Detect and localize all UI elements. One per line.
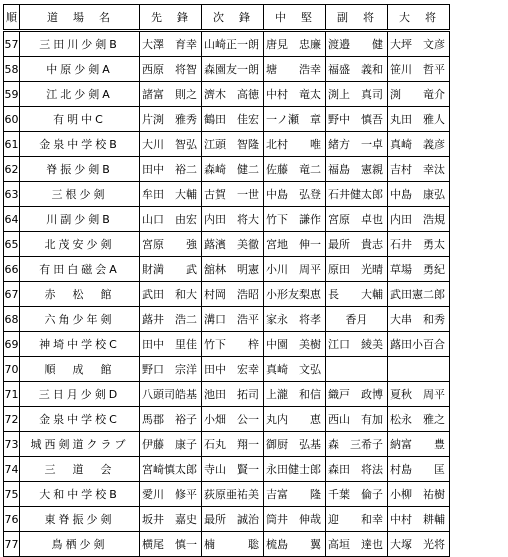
cell-dojo: 江北少剣A <box>20 82 140 107</box>
cell-fukusho: 高垣 達也 <box>326 532 388 557</box>
cell-senpo: 大川 智弘 <box>140 132 202 157</box>
cell-num: 68 <box>4 307 20 332</box>
cell-taisho: 丸田 雅人 <box>388 107 450 132</box>
cell-fukusho: 香月 <box>326 307 388 332</box>
cell-chuken: 中村 竜太 <box>264 82 326 107</box>
cell-jiho: 村岡 浩昭 <box>202 282 264 307</box>
cell-taisho: 村島 匡 <box>388 457 450 482</box>
cell-fukusho: 長 大輔 <box>326 282 388 307</box>
cell-num: 71 <box>4 382 20 407</box>
cell-senpo: 田中 裕二 <box>140 157 202 182</box>
cell-taisho: 石井 勇太 <box>388 232 450 257</box>
cell-jiho: 舘林 明憲 <box>202 257 264 282</box>
table-row <box>4 182 450 207</box>
table-row <box>4 482 450 507</box>
cell-dojo: 三根少剣 <box>20 182 140 207</box>
cell-fukusho: 森 三希子 <box>326 432 388 457</box>
header-chuken: 中 堅 <box>264 5 326 31</box>
cell-taisho: 中村 耕輔 <box>388 507 450 532</box>
cell-jiho: 森崎 健二 <box>202 157 264 182</box>
cell-taisho: 内田 浩規 <box>388 207 450 232</box>
cell-taisho: 笹川 哲平 <box>388 57 450 82</box>
cell-taisho: 大坪 文彦 <box>388 31 450 57</box>
cell-taisho: 渕 竜介 <box>388 82 450 107</box>
cell-dojo: 城西剣道クラブ <box>20 432 140 457</box>
cell-dojo: 三田川少剣B <box>20 31 140 57</box>
cell-jiho: 竹下 梓 <box>202 332 264 357</box>
cell-num: 62 <box>4 157 20 182</box>
cell-senpo: 財満 武 <box>140 257 202 282</box>
team-roster-table <box>3 4 450 557</box>
table-row <box>4 132 450 157</box>
cell-senpo: 八頭司皓基 <box>140 382 202 407</box>
cell-jiho: 江頭 智隆 <box>202 132 264 157</box>
table-row <box>4 432 450 457</box>
table-row <box>4 82 450 107</box>
cell-chuken: 佐藤 竜二 <box>264 157 326 182</box>
table-row <box>4 457 450 482</box>
cell-dojo: 順 成 館 <box>20 357 140 382</box>
cell-jiho: 楠 聡 <box>202 532 264 557</box>
cell-fukusho: 福盛 義和 <box>326 57 388 82</box>
cell-fukusho: 西山 有加 <box>326 407 388 432</box>
cell-dojo: 有明中C <box>20 107 140 132</box>
table-row <box>4 307 450 332</box>
cell-senpo: 武田 和大 <box>140 282 202 307</box>
cell-num: 69 <box>4 332 20 357</box>
header-jiho: 次 鋒 <box>202 5 264 31</box>
cell-chuken: 梳島 翼 <box>264 532 326 557</box>
cell-jiho: 最所 誠治 <box>202 507 264 532</box>
cell-num: 59 <box>4 82 20 107</box>
cell-dojo: 鳥栖少剣 <box>20 532 140 557</box>
table-row <box>4 257 450 282</box>
cell-num: 77 <box>4 532 20 557</box>
cell-senpo: 宮崎慎太郎 <box>140 457 202 482</box>
cell-chuken: 一ノ瀬 章 <box>264 107 326 132</box>
cell-jiho: 荻原亜祐美 <box>202 482 264 507</box>
cell-senpo: 横尾 慎一 <box>140 532 202 557</box>
cell-num: 72 <box>4 407 20 432</box>
cell-num: 60 <box>4 107 20 132</box>
cell-senpo: 馬郡 裕子 <box>140 407 202 432</box>
cell-chuken: 丸内 恵 <box>264 407 326 432</box>
cell-chuken: 竹下 謙作 <box>264 207 326 232</box>
cell-jiho: 森園友一朗 <box>202 57 264 82</box>
cell-fukusho: 織戸 政博 <box>326 382 388 407</box>
cell-senpo: 蕗井 浩二 <box>140 307 202 332</box>
table-row <box>4 107 450 132</box>
cell-chuken: 中園 美樹 <box>264 332 326 357</box>
cell-senpo: 宮原 強 <box>140 232 202 257</box>
table-row <box>4 31 450 57</box>
cell-fukusho: 石井健太郎 <box>326 182 388 207</box>
cell-dojo: 北茂安少剣 <box>20 232 140 257</box>
cell-chuken: 御厨 弘基 <box>264 432 326 457</box>
cell-jiho: 溝口 浩平 <box>202 307 264 332</box>
cell-jiho: 石丸 翔一 <box>202 432 264 457</box>
cell-chuken: 真崎 文弘 <box>264 357 326 382</box>
table-row <box>4 232 450 257</box>
cell-dojo: 有田白磁会A <box>20 257 140 282</box>
table-row <box>4 207 450 232</box>
header-senpo: 先 鋒 <box>140 5 202 31</box>
header-num: 順 <box>4 5 20 31</box>
cell-chuken: 中島 弘登 <box>264 182 326 207</box>
cell-fukusho: 江口 綾美 <box>326 332 388 357</box>
cell-senpo: 山口 由宏 <box>140 207 202 232</box>
table-row <box>4 507 450 532</box>
cell-taisho: 大塚 光将 <box>388 532 450 557</box>
table-row <box>4 157 450 182</box>
cell-jiho: 池田 拓司 <box>202 382 264 407</box>
roster-table-container <box>3 4 450 557</box>
cell-taisho: 夏秋 周平 <box>388 382 450 407</box>
cell-jiho: 鶴田 佳宏 <box>202 107 264 132</box>
cell-fukusho: 渕上 真司 <box>326 82 388 107</box>
cell-senpo: 牟田 大輔 <box>140 182 202 207</box>
header-fukusho: 副 将 <box>326 5 388 31</box>
cell-taisho: 真崎 義彦 <box>388 132 450 157</box>
cell-chuken: 唐見 忠廉 <box>264 31 326 57</box>
cell-fukusho: 緒方 一卓 <box>326 132 388 157</box>
cell-num: 70 <box>4 357 20 382</box>
table-row <box>4 282 450 307</box>
cell-fukusho: 宮原 卓也 <box>326 207 388 232</box>
cell-jiho: 山崎正一朗 <box>202 31 264 57</box>
cell-num: 76 <box>4 507 20 532</box>
cell-num: 65 <box>4 232 20 257</box>
cell-fukusho: 野中 慎吾 <box>326 107 388 132</box>
cell-jiho: 田中 宏幸 <box>202 357 264 382</box>
cell-senpo: 田中 里佳 <box>140 332 202 357</box>
cell-dojo: 中原少剣A <box>20 57 140 82</box>
cell-jiho: 濟木 高徳 <box>202 82 264 107</box>
cell-senpo: 大澤 育幸 <box>140 31 202 57</box>
cell-jiho: 小畑 公一 <box>202 407 264 432</box>
cell-chuken: 筒井 伸哉 <box>264 507 326 532</box>
cell-chuken: 永田健士郎 <box>264 457 326 482</box>
cell-chuken: 小形友梨恵 <box>264 282 326 307</box>
cell-dojo: 六角少年剣 <box>20 307 140 332</box>
cell-dojo: 脊振少剣B <box>20 157 140 182</box>
cell-num: 75 <box>4 482 20 507</box>
cell-num: 73 <box>4 432 20 457</box>
cell-senpo: 愛川 修平 <box>140 482 202 507</box>
cell-dojo: 東脊振少剣 <box>20 507 140 532</box>
cell-chuken: 宮地 伸一 <box>264 232 326 257</box>
table-row <box>4 332 450 357</box>
cell-taisho: 草場 勇紀 <box>388 257 450 282</box>
cell-senpo: 諸富 則之 <box>140 82 202 107</box>
cell-chuken: 小川 周平 <box>264 257 326 282</box>
cell-dojo: 神埼中学校C <box>20 332 140 357</box>
cell-senpo: 野口 宗洋 <box>140 357 202 382</box>
cell-taisho: 蕗田小百合 <box>388 332 450 357</box>
cell-num: 66 <box>4 257 20 282</box>
header-taisho: 大 将 <box>388 5 450 31</box>
cell-dojo: 三日月少剣D <box>20 382 140 407</box>
table-row <box>4 57 450 82</box>
cell-fukusho <box>326 357 388 382</box>
cell-taisho: 中島 康弘 <box>388 182 450 207</box>
cell-num: 58 <box>4 57 20 82</box>
cell-fukusho: 千葉 倫子 <box>326 482 388 507</box>
cell-jiho: 内田 将大 <box>202 207 264 232</box>
cell-fukusho: 渡邉 健 <box>326 31 388 57</box>
cell-fukusho: 福島 憲親 <box>326 157 388 182</box>
cell-num: 64 <box>4 207 20 232</box>
cell-fukusho: 迎 和幸 <box>326 507 388 532</box>
cell-dojo: 三 道 会 <box>20 457 140 482</box>
cell-dojo: 金泉中学校C <box>20 407 140 432</box>
cell-chuken: 北村 唯 <box>264 132 326 157</box>
cell-jiho: 寺山 賢一 <box>202 457 264 482</box>
cell-senpo: 伊藤 康子 <box>140 432 202 457</box>
cell-senpo: 坂井 嘉史 <box>140 507 202 532</box>
table-row <box>4 407 450 432</box>
cell-dojo: 川副少剣B <box>20 207 140 232</box>
cell-num: 63 <box>4 182 20 207</box>
cell-jiho: 古賀 一世 <box>202 182 264 207</box>
cell-taisho: 小柳 祐樹 <box>388 482 450 507</box>
cell-chuken: 家永 将孝 <box>264 307 326 332</box>
cell-taisho: 大串 和秀 <box>388 307 450 332</box>
cell-taisho: 吉村 幸汰 <box>388 157 450 182</box>
cell-fukusho: 原田 光晴 <box>326 257 388 282</box>
cell-num: 74 <box>4 457 20 482</box>
table-row <box>4 382 450 407</box>
cell-num: 61 <box>4 132 20 157</box>
cell-chuken: 塘 浩幸 <box>264 57 326 82</box>
cell-dojo: 赤 松 館 <box>20 282 140 307</box>
cell-taisho: 納富 豊 <box>388 432 450 457</box>
cell-taisho: 武田憲二郎 <box>388 282 450 307</box>
cell-chuken: 吉富 隆 <box>264 482 326 507</box>
cell-num: 67 <box>4 282 20 307</box>
cell-senpo: 西原 将智 <box>140 57 202 82</box>
cell-senpo: 片渕 雅秀 <box>140 107 202 132</box>
cell-dojo: 金泉中学校B <box>20 132 140 157</box>
cell-num: 57 <box>4 31 20 57</box>
cell-dojo: 大和中学校B <box>20 482 140 507</box>
cell-fukusho: 森田 将法 <box>326 457 388 482</box>
cell-taisho <box>388 357 450 382</box>
header-dojo: 道 場 名 <box>20 5 140 31</box>
cell-chuken: 上瀧 和信 <box>264 382 326 407</box>
table-row <box>4 357 450 382</box>
cell-taisho: 松永 雅之 <box>388 407 450 432</box>
header-row <box>4 5 450 31</box>
roster-body <box>4 31 450 557</box>
cell-jiho: 蕗濱 美徹 <box>202 232 264 257</box>
cell-fukusho: 最所 貴志 <box>326 232 388 257</box>
